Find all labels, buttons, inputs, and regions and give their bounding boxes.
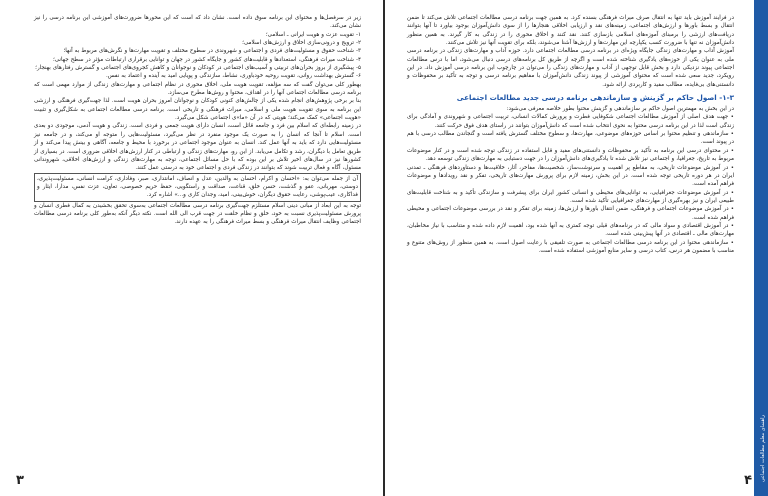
bullet-item: • در آموزش اقتصادی و سواد مالی که در برنامه‌های قبلی توجه کمتری به آنها شده بود، اهمیت لازم داده شده و متناسب با نیاز مخاطبان، مهارت‌های مالی ـ اقتصادی در آنها پیش‌بینی شده است. <box>407 222 734 238</box>
paragraph: ۶- گسترش بهداشت روانی، تقویت روحیه خودباوری، نشاط، سازندگی و پویایی امید به آینده و اعتماد به نفس. <box>106 73 361 80</box>
bullet-item: • در آموزش موضوعات تاریخی، به مقاطع پر اهمیت و سرنوشت‌ساز، شخصیت‌ها، مفاخر، آثار، خلاقیت‌ها و دستاوردهای فرهنگی ـ تمدنی ایران در هر دوره تاریخی توجه شده است. در این بخش، زمینه لازم برای پرورش مهارت‌های تاریخی، تفکر و نقد رویدادها و موضوعات فراهم آمده است. <box>407 164 734 188</box>
paragraph: در این بخش به مهمترین اصول حاکم بر سازماندهی و گزینش محتوا بطور خلاصه معرفی می‌شود: <box>506 106 734 113</box>
page-number: ۳ <box>16 473 24 488</box>
bullet-item: • سازماندهی و تنظیم محتوا بر اساس حوزه‌های موضوعی، مهارت‌ها، و سطوح مختلف گسترش یافته است و گنجاندن مطالب درسی با هم در پیوند است. <box>407 131 734 146</box>
paragraph: بنا بر برخی پژوهش‌های انجام شده یکی از چالش‌های کنونی کودکان و نوجوانان امروز بحران هویت است. لذا جهت‌گیری فرهنگی و ارزشی این برنامه به سوی تقویت هویت ملی و اسلامی، میراث فرهنگی و تاریخی است. برنامه درسی مطالعات اجتماعی به شکل‌گیری و تثبیت «هویت اجتماعی» کمک می‌کند؛ هویتی که در آن «ما»ی اجتماعی شکل می‌گیرد. <box>34 98 361 122</box>
paragraph: آموزش آداب و مهارت‌های زندگی جایگاه ویژه‌ای در برنامه درسی مطالعات اجتماعی دارد. حوزه آداب و مهارت‌های زندگی در برنامه درسی ملی به عنوان یکی از حوزه‌های یادگیری شناخته شده است و اگرچه از طریق کل برنامه‌های درسی دنبال می‌شود، اما با درس مطالعات اجتماعی پیوند نزدیکی دارد و بخش قابل توجهی از آداب و مهارت‌های زندگی را می‌توان در چارچوب این برنامه درسی آموزش داد. در این رویکرد، جدید سعی شده است که محتوای آموزشی از پیوند زندگی دانش‌آموزان با مفاهیم برنامه درسی و توجه به تأکید بر محفوظات و دانستنی‌های بی‌فایده، مطالب مفید و کاربردی ارائه شود. <box>407 48 734 88</box>
paragraph: ۴- شناخت میراث فرهنگی، استعدادها و قابلیت‌های کشور و جایگاه کشور در جهان و توانایی برقراری ارتباطات مؤثر در سطح جهانی؛ <box>52 56 361 63</box>
bullet-item: • در آموزش موضوعات اجتماعی و فرهنگی، ضمن انتقال باورها و ارزش‌ها، زمینه برای تفکر و نقد در بررسی موضوعات اجتماعی و محیطی فراهم شده است. <box>407 206 734 221</box>
bullet-item: • جهت هدف اصلی از آموزش مطالعات اجتماعی شکوفایی فطرت و پرورش کمالات انسانی، تربیت اجتماعی و شهروندی و آمادگی برای زندگی است لذا در این برنامه درسی محتوا به نحوی انتخاب شده است که دانش‌آموزان بتوانند در راستای هدف فوق حرکت کنند. <box>407 114 734 129</box>
left-page <box>0 0 383 496</box>
paragraph: بهطور کلی می‌توان گفت که سه مؤلفه، تقویت هویت ملی، اخلاق محوری در نظام اجتماعی و مهارت‌های زندگی از موارد مهمی است که برنامه درسی مطالعات اجتماعی آنها را در اهداف، محتوا و روش‌ها مطرح می‌سازد. <box>34 81 361 97</box>
highlighted-paragraph: آن از جمله می‌توان به: «احسان و اکرام، احسان به والدین، عدل و انصاف، امانتداری، صبر، وفاداری، کرامت انسانی، مسئولیت‌پذیری، دوستی، مهربانی، عفو و گذشت، حسن خلق، قناعت، صداقت و راستگویی، حفظ حریم خصوصی، تعاون، عزت نفس، مدارا، ایثار و فداکاری، عیب‌پوشی، رعایت حقوق دیگران، خوش‌بینی، امید، وجدان کاری و...» اشاره کرد. <box>34 173 361 202</box>
right-page <box>385 0 768 496</box>
page-number: ۴ <box>744 473 752 488</box>
paragraph: در زمینه رابطه‌ای که اسلام بین فرد و جامعه قائل است، انسان دارای هویت جمعی و فردی است. زندگی و هویت آدمی، موجودی دو بعدی است. اسلام تا آنجا که انسان را به صورت یک موجود منفرد در نظر می‌گیرد، مسئولیت‌هایی را متوجه او می‌کند، و در جامعه نیز مسئولیت‌هایی دارد که باید به آنها عمل کند. انسان به عنوان موجود اجتماعی در برخورد با محیط و جامعه، آگاهی و بینش پیدا می‌کند و از طریق تعامل با دیگران، رشد و تکامل می‌یابد. از این رو، مهارت‌های زندگی و ارتباطی در کنار ارزش‌های اخلاقی ضروری است. در بسیاری از کشورها نیز در سال‌های اخیر تلاش بر این بوده که با حل مسائل اجتماعی، توجه به مهارت‌های زندگی و ارزش‌های اخلاقی، شهروندانی مسئول، آگاه و فعال تربیت شوند که بتوانند در زندگی فردی و اجتماعی خود به درستی عمل کنند. <box>34 123 361 172</box>
right-page-body <box>407 14 734 89</box>
paragraph: در فرایند آموزش باید تنها به انتقال صرف میراث فرهنگی بسنده کرد. به همین جهت برنامه درسی مطالعات اجتماعی تلاش می‌کند تا ضمن انتقال و بسط باورها و ارزش‌های اجتماعی، زمینه‌های نقد و ارزیابی اخلاقی هنجارها را از سوی دانش‌آموزان بوجود بیاورد تا آنها بتوانند دریافت‌های ارزشی را برمبنای آموزه‌های اسلامی بازسازی کنند. نقد کنند و اخلاق محوری را در زندگی به کار گیرند. به همین منظور دانش‌آموزان نه تنها با ضرورت کسب یکپارچه این مهارت‌ها و ارزش‌ها آشنا می‌شوند، بلکه برای تقویت آنها نیز تلاش می‌کنند. <box>407 15 734 47</box>
paragraph: توجه به این ابعاد از مبانی دینی اسلام مستلزم جهت‌گیری برنامه درسی مطالعات اجتماعی به‌سوی تحقق بخشیدن به کمال فطری انسان و پرورش مسئولیت‌پذیری نسبت به خود، خلق و نظام خلقت در جهت قرب الی الله است. نکته دیگر آنکه به‌طور کلی برنامه درسی مطالعات اجتماعی وظایف انتقال میراث فرهنگی و بسط میراث فرهنگی را به عهده دارند. <box>34 202 361 226</box>
paragraph: ۳- شناخت حقوق و مسئولیت‌های فردی و اجتماعی و شهروندی در سطوح مختلف و تقویت مهارت‌ها و نگرش‌های مربوط به آنها؛ <box>63 48 361 55</box>
section-body <box>407 105 734 255</box>
paragraph: ۲- ترویج و درونی‌سازی اخلاق و ارزش‌های اسلامی؛ <box>242 40 361 47</box>
side-tab <box>754 0 768 496</box>
paragraph: ۵- پیشگیری از بروز بحران‌های تربیتی و آسیب‌های اجتماعی در کودکان و نوجوانان و کاهش کجروی‌های اجتماعی و گسترش رفتارهای بهنجار؛ <box>35 65 361 72</box>
bullet-item: • در آموزش موضوعات جغرافیایی، به توانایی‌های محیطی و انسانی کشور ایران برای پیشرفت و سازندگی تأکید و به شناخت قابلیت‌های طبیعی ایران و نیز بهره‌گیری از مهارت‌های جغرافیایی تأکید شده است. <box>407 189 734 204</box>
bullet-item: • در محتوای درسی این برنامه به تأکید بر محفوظات و دانستنی‌های مفید و قابل استفاده در زندگی توجه شده است و در کنار موضوعات مربوط به تاریخ، جغرافیا، و اجتماعی نیز تلاش شده تا یادگیری‌های دانش‌آموزان را در جهت دستیابی به مهارت‌های زندگی توسعه دهد. <box>407 147 734 163</box>
left-page-body <box>34 14 361 227</box>
side-tab-label: راهنمای معلم مطالعات اجتماعی <box>760 414 766 482</box>
bullet-item: • سازماندهی محتوا در این برنامه درسی مطالعات اجتماعی به صورت تلفیقی با رعایت اصول است. به همین منظور از روش‌های متنوع و مناسب با مضمون هر درس، کتاب درسی و سایر منابع آموزشی استفاده شده است. <box>407 239 734 254</box>
paragraph: ۱- تقویت عزت و هویت ایرانی ـ اسلامی؛ <box>265 31 361 38</box>
section-heading: ۱-۳- اصول حاکم بر گزینش و سازماندهی برنامه درسی جدید مطالعات اجتماعی <box>456 93 734 103</box>
paragraph: زیر در سرفصل‌ها و محتوای این برنامه سوق داده است. نشان داد که است که این محورها ضرورت‌های آموزشی این برنامه درسی را نیز نشان می‌کند. <box>34 15 361 30</box>
